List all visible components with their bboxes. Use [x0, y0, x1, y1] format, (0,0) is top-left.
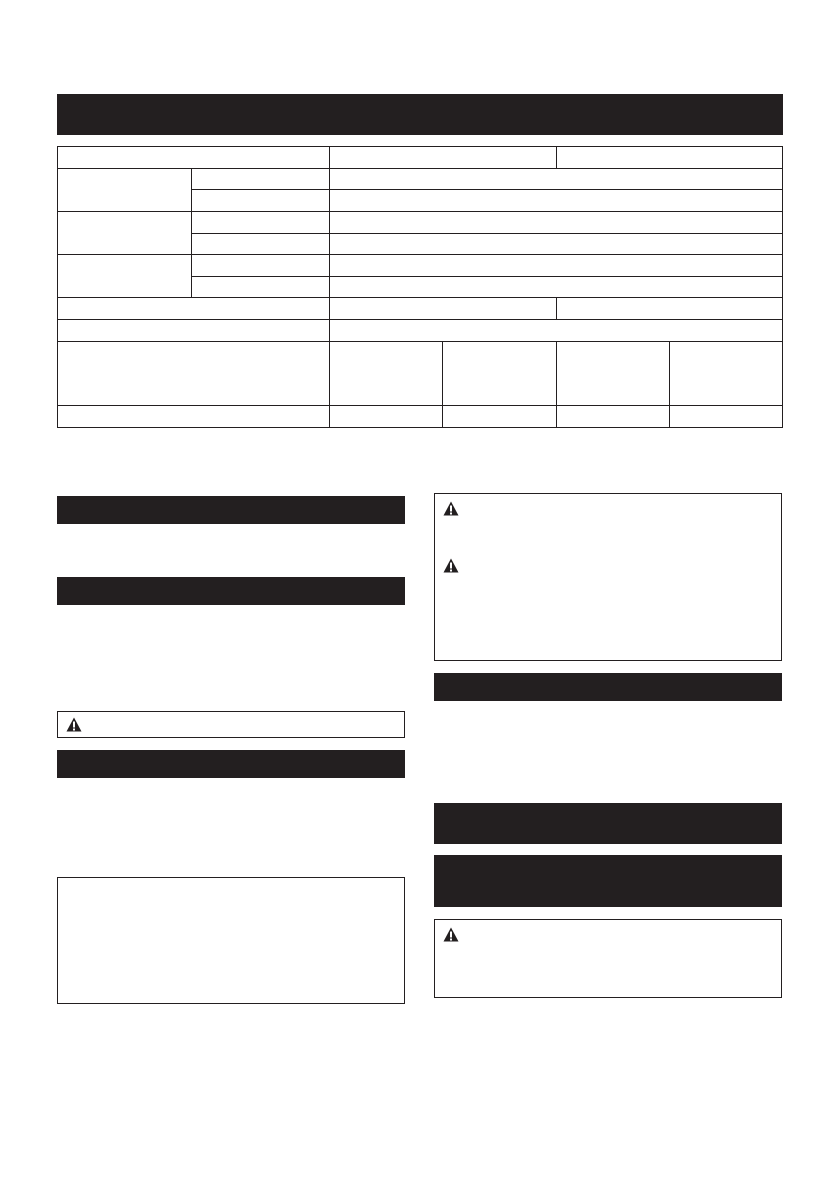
warning-strip: [57, 711, 405, 738]
specification-table: [57, 146, 783, 428]
section-heading-bar-5: [434, 803, 782, 844]
warning-triangle-icon: [443, 927, 459, 942]
specification-table-grid: [57, 146, 783, 428]
section-heading-bar-2: [57, 577, 405, 605]
warning-triangle-icon: [66, 717, 82, 732]
section-heading-bar-6: [434, 855, 782, 907]
warning-triangle-icon: [443, 558, 459, 573]
title-bar: [57, 94, 783, 135]
warning-box: [434, 493, 782, 661]
section-heading-bar-3: [57, 750, 405, 778]
warning-triangle-icon: [443, 501, 459, 516]
section-heading-bar-4: [434, 673, 782, 701]
notice-box: [57, 877, 405, 1004]
section-heading-bar-1: [57, 496, 405, 524]
caution-box: [434, 919, 782, 998]
